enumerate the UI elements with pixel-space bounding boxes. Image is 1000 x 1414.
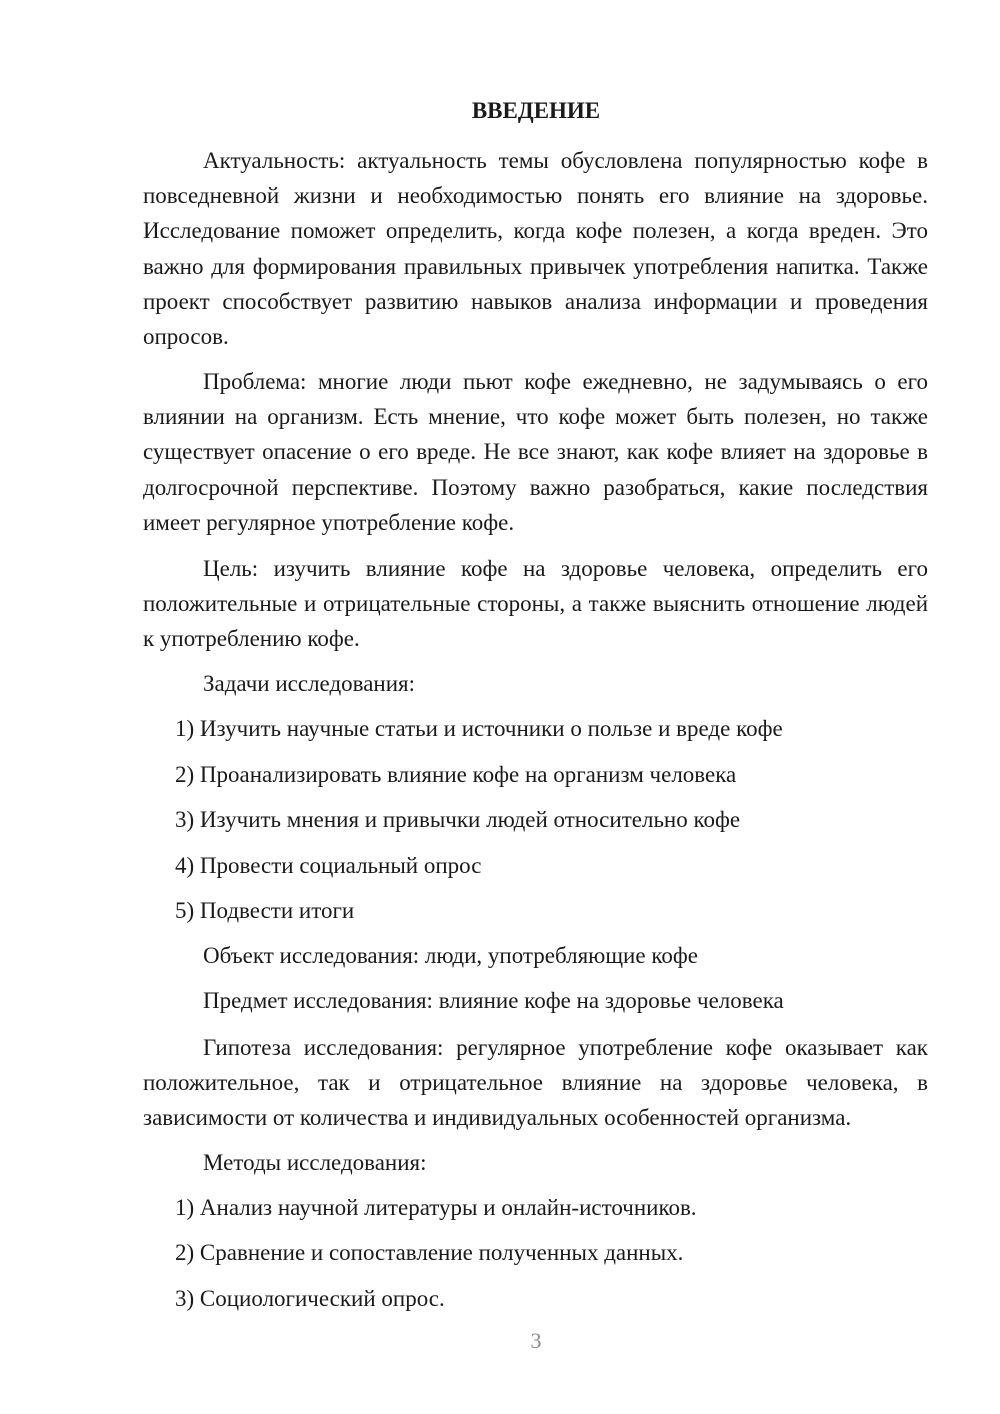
methods-heading: Методы исследования: <box>203 1150 427 1175</box>
task-item: 4) Провести социальный опрос <box>175 853 482 878</box>
page-number: 3 <box>530 1328 542 1353</box>
object-line: Объект исследования: люди, употребляющие кофе <box>203 943 698 968</box>
method-item: 3) Социологический опрос. <box>175 1286 445 1311</box>
method-item: 1) Анализ научной литературы и онлайн-источников. <box>175 1195 697 1220</box>
section-title: ВВЕДЕНИЕ <box>471 98 601 123</box>
goal-paragraph: Цель: изучить влияние кофе на здоровье человека, определить его положительные и отрицательные стороны, а также выяснить отношение людей к употреблению кофе. <box>143 556 928 652</box>
problem-paragraph: Проблема: многие люди пьют кофе ежедневно, не задумываясь о его влиянии на организм. Есть мнение, что кофе может быть полезен, но также существует опасение о его вреде. Не все знают, как кофе влияет на здоровье в долгосрочной перспективе. Поэтому важно разобраться, какие последствия имеет регулярное употребление кофе. <box>143 369 928 535</box>
task-item: 2) Проанализировать влияние кофе на организм человека <box>175 762 737 787</box>
subject-line: Предмет исследования: влияние кофе на здоровье человека <box>203 988 784 1013</box>
task-item: 5) Подвести итоги <box>175 898 355 923</box>
hypothesis-paragraph: Гипотеза исследования: регулярное употребление кофе оказывает как положительное, так и отрицательное влияние на здоровье человека, в зависимости от количества и индивидуальных особенностей организма. <box>143 1035 928 1131</box>
relevance-paragraph: Актуальность: актуальность темы обусловлена популярностью кофе в повседневной жизни и необходимостью понять его влияние на здоровье. Исследование поможет определить, когда кофе полезен, а когда вреден. Это важно для формирования правильных привычек употребления напитка. Также проект способствует развитию навыков анализа информации и проведения опросов. <box>143 148 928 350</box>
task-item: 1) Изучить научные статьи и источники о пользе и вреде кофе <box>175 716 783 741</box>
tasks-heading: Задачи исследования: <box>203 671 416 696</box>
task-item: 3) Изучить мнения и привычки людей относительно кофе <box>175 807 741 832</box>
method-item: 2) Сравнение и сопоставление полученных данных. <box>175 1240 684 1265</box>
